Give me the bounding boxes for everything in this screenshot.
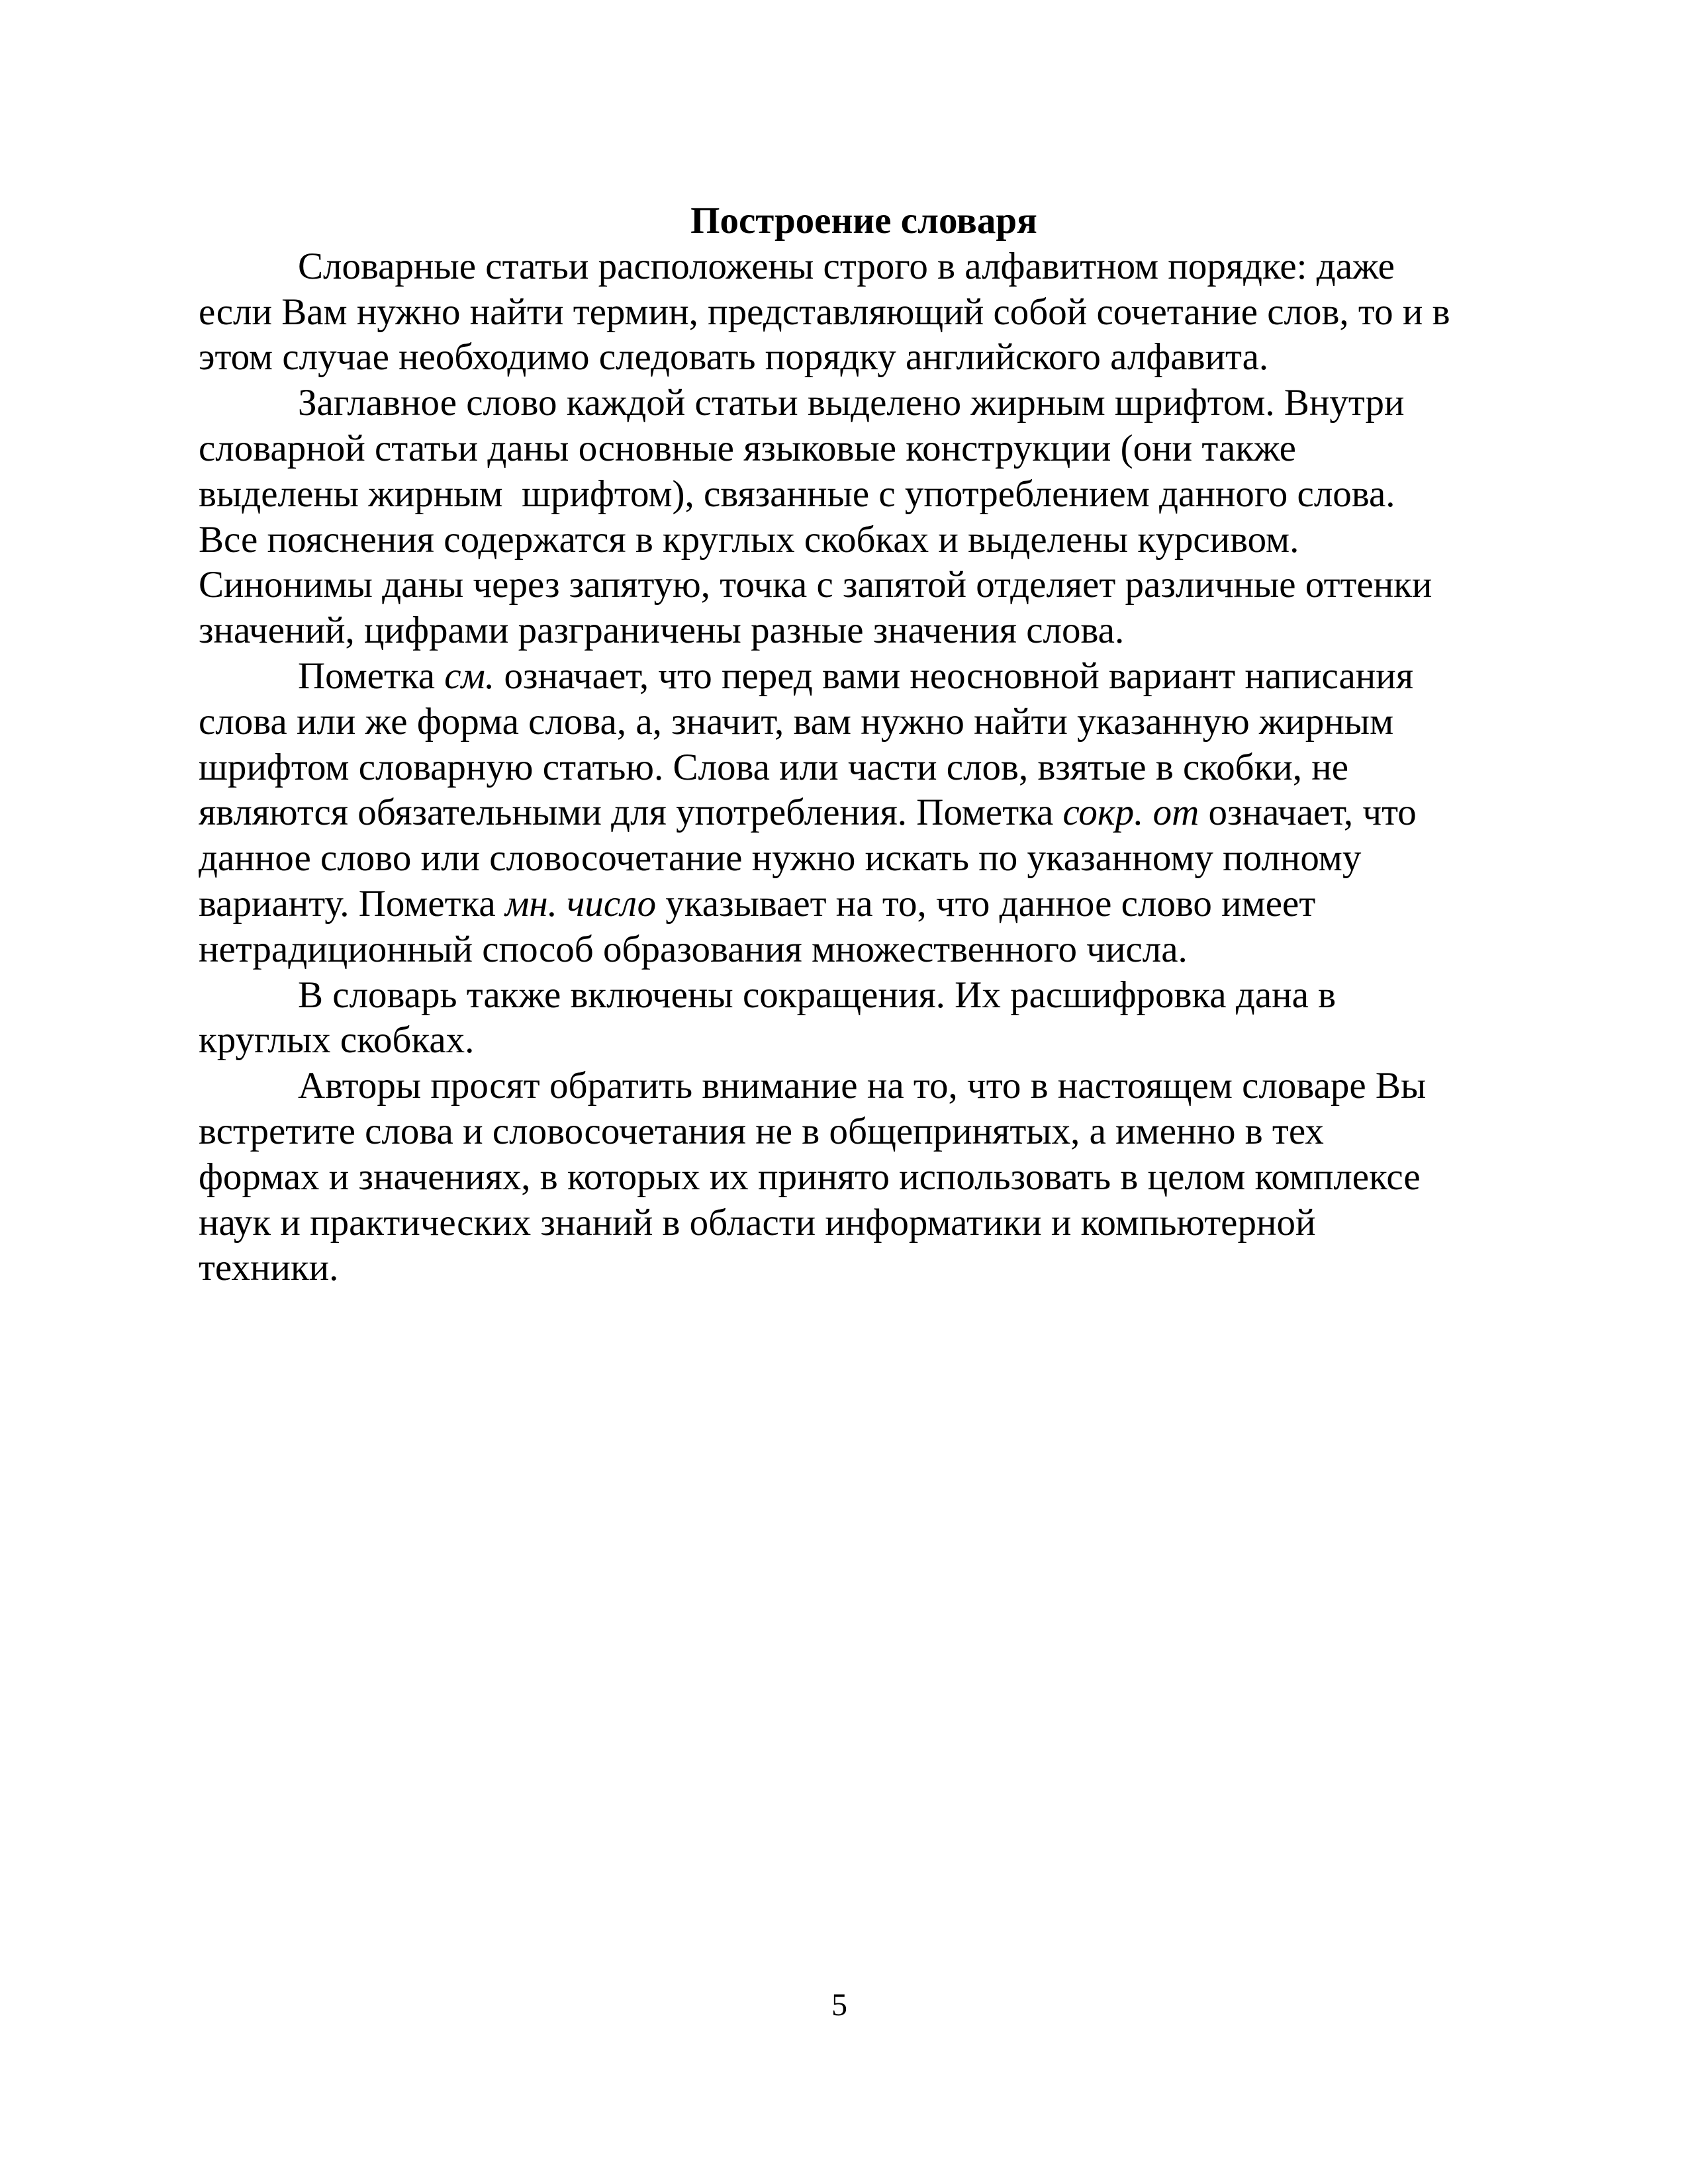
text-run: Словарные статьи расположены строго в алфавитном порядке: даже [298,245,1395,287]
text-run: выделены жирным шрифтом), связанные с употреблением данного слова. [199,473,1395,515]
text-line [199,790,1496,836]
text-run: В словарь также включены сокращения. Их расшифровка дана в [298,974,1336,1016]
text-run: означает, что перед вами неосновной вариант написания [494,655,1414,697]
text-run: варианту. Пометка [199,882,505,925]
text-run: наук и практических знаний в области информатики и компьютерной [199,1201,1316,1244]
text-line [199,745,1496,791]
text-run: техники. [199,1247,339,1289]
text-line [199,1064,1496,1109]
italic-text: см. [444,655,495,697]
text-run: слова или же форма слова, а, значит, вам нужно найти указанную жирным [199,700,1394,743]
text-line [199,1201,1496,1246]
text-line [199,518,1496,563]
text-line [199,700,1496,745]
text-line [199,654,1496,700]
text-line [199,882,1496,927]
text-run: шрифтом словарную статью. Слова или части слов, взятые в скобки, не [199,746,1349,788]
page-number: 5 [831,1987,847,2023]
text-line [199,927,1496,973]
text-line [199,426,1496,472]
body-text [199,244,1496,1291]
paragraph [199,973,1496,1064]
text-line [199,1246,1496,1291]
section-heading: Построение словаря [690,200,1037,242]
text-run: значений, цифрами разграничены разные значения слова. [199,610,1125,652]
text-run: встретите слова и словосочетания не в общепринятых, а именно в тех [199,1110,1324,1152]
paragraph [199,244,1496,381]
text-run: Пометка [298,655,445,697]
text-run: Заглавное слово каждой статьи выделено жирным шрифтом. Внутри [298,382,1405,424]
text-run: этом случае необходимо следовать порядку английского алфавита. [199,336,1269,379]
text-run: круглых скобках. [199,1019,475,1062]
text-run: Авторы просят обратить внимание на то, что в настоящем словаре Вы [298,1065,1427,1107]
text-line [199,335,1496,381]
text-line [199,973,1496,1019]
text-line [199,1155,1496,1201]
text-run: данное слово или словосочетание нужно искать по указанному полному [199,837,1362,880]
text-run: нетрадиционный способ образования множественного числа. [199,928,1188,970]
text-run: Синонимы даны через запятую, точка с запятой отделяет различные оттенки [199,564,1432,606]
text-line [199,608,1496,654]
text-run: являются обязательными для употребления. Пометка [199,792,1063,834]
text-line [199,563,1496,608]
text-run: Все пояснения содержатся в круглых скобках и выделены курсивом. [199,518,1299,561]
text-line [199,244,1496,290]
italic-text: мн. число [504,882,657,925]
text-line [199,472,1496,518]
italic-text: сокр. от [1062,792,1199,834]
paragraph [199,381,1496,654]
paragraph [199,1064,1496,1291]
text-run: если Вам нужно найти термин, представляющий собой сочетание слов, то и в [199,291,1450,333]
paragraph [199,654,1496,973]
text-run: словарной статьи даны основные языковые конструкции (они также [199,427,1296,469]
text-line [199,381,1496,426]
text-line [199,1018,1496,1064]
text-line [199,836,1496,882]
text-line [199,1109,1496,1155]
text-run: указывает на то, что данное слово имеет [656,882,1316,925]
text-block [199,199,1496,1291]
text-run: формах и значениях, в которых их принято использовать в целом комплексе [199,1156,1421,1198]
text-line [199,290,1496,336]
text-run: означает, что [1199,792,1417,834]
